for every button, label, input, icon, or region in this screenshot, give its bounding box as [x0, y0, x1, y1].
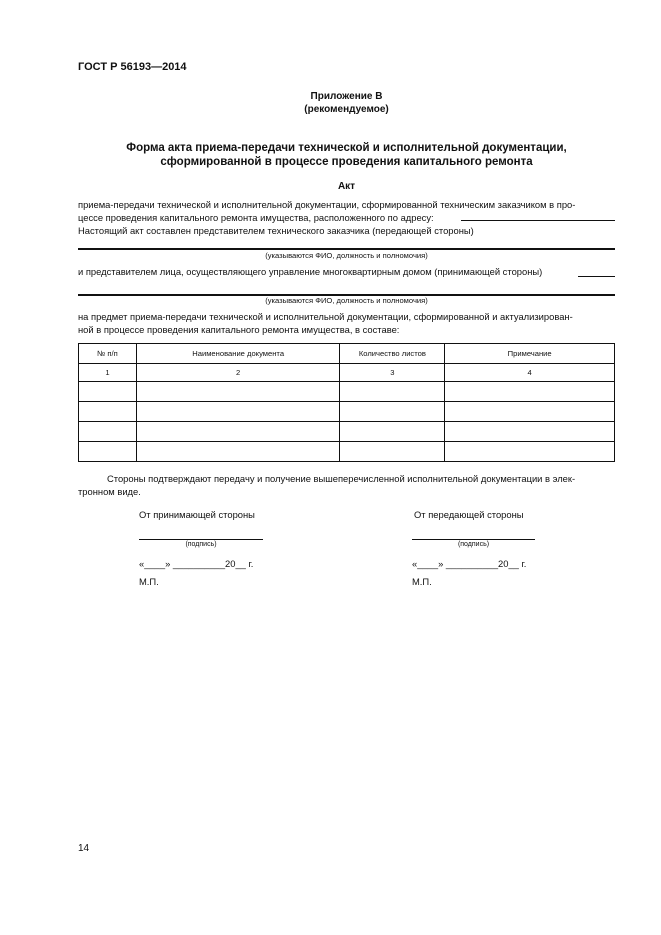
transmitting-party-title: От передающей стороны [414, 509, 524, 520]
col-number-3: 3 [340, 364, 445, 382]
transmitting-stamp: М.П. [412, 576, 432, 587]
form-title [78, 141, 615, 169]
subject-line1: на предмет приема-передачи технической и исполнительной документации, сформированной и актуализирован- [78, 311, 573, 322]
intro-line1: приема-передачи технической и исполнительной документации, сформированной техническим заказчиком в про- [78, 199, 576, 210]
receiving-date: «____» __________20__ г. [139, 558, 254, 569]
table-cell[interactable] [136, 382, 340, 402]
confirmation-line1: Стороны подтверждают передачу и получение вышеперечисленной исполнительной документации в элек- [107, 473, 576, 484]
intro-line3: Настоящий акт составлен представителем технического заказчика (передающей стороны) [78, 225, 474, 236]
table-row [79, 442, 615, 462]
receiving-stamp: М.П. [139, 576, 159, 587]
col-number-2: 2 [136, 364, 340, 382]
table-number-row [79, 364, 615, 382]
fio-line-1 [78, 238, 615, 250]
receiving-party-title: От принимающей стороны [139, 509, 255, 520]
standard-number: ГОСТ Р 56193—2014 [78, 61, 187, 73]
representative-field-line [578, 265, 615, 277]
table-cell[interactable] [79, 382, 137, 402]
form-title-line2: сформированной в процессе проведения капитального ремонта [160, 156, 533, 168]
receiving-signature-line[interactable] [139, 530, 263, 540]
col-header-document-name: Наименование документа [136, 344, 340, 364]
confirmation-line2: тронном виде. [78, 486, 141, 497]
fio-caption-1: (указываются ФИО, должность и полномочия) [265, 251, 428, 260]
table-cell[interactable] [445, 382, 615, 402]
page-number: 14 [78, 843, 90, 854]
col-header-note: Примечание [445, 344, 615, 364]
table-cell[interactable] [79, 402, 137, 422]
table-cell[interactable] [136, 442, 340, 462]
col-header-number: № п/п [79, 344, 137, 364]
table-cell[interactable] [340, 382, 445, 402]
form-title-line1: Форма акта приема-передачи технической и исполнительной документации, [126, 142, 567, 154]
intro-line2: цессе проведения капитального ремонта имущества, расположенного по адресу: [78, 212, 434, 223]
table-cell[interactable] [340, 402, 445, 422]
subject-line2: ной в процессе проведения капитального ремонта имущества, в составе: [78, 324, 400, 335]
table-cell[interactable] [445, 402, 615, 422]
fio-caption-2: (указываются ФИО, должность и полномочия) [265, 296, 428, 305]
table-cell[interactable] [79, 422, 137, 442]
appendix-status: (рекомендуемое) [304, 104, 389, 115]
appendix-heading [78, 90, 615, 116]
table-cell[interactable] [445, 442, 615, 462]
table-cell[interactable] [79, 442, 137, 462]
receiving-signature-caption: (подпись) [185, 541, 217, 548]
table-row [79, 422, 615, 442]
table-cell[interactable] [340, 422, 445, 442]
act-title: Акт [337, 181, 356, 192]
table-header-row [79, 344, 615, 364]
transmitting-signature-line[interactable] [412, 530, 535, 540]
table-cell[interactable] [136, 402, 340, 422]
address-field-line [461, 208, 615, 221]
col-header-sheet-count: Количество листов [340, 344, 445, 364]
col-number-1: 1 [79, 364, 137, 382]
col-number-4: 4 [445, 364, 615, 382]
transmitting-date: «____» __________20__ г. [412, 558, 527, 569]
table-cell[interactable] [445, 422, 615, 442]
table-row [79, 402, 615, 422]
representative-text: и представителем лица, осуществляющего управление многоквартирным домом (принимающей стороны) [78, 266, 543, 277]
appendix-label: Приложение В [310, 91, 383, 102]
documents-table [78, 343, 615, 462]
transmitting-signature-caption: (подпись) [457, 541, 490, 548]
fio-line-2 [78, 284, 615, 296]
table-cell[interactable] [136, 422, 340, 442]
table-row [79, 382, 615, 402]
table-cell[interactable] [340, 442, 445, 462]
